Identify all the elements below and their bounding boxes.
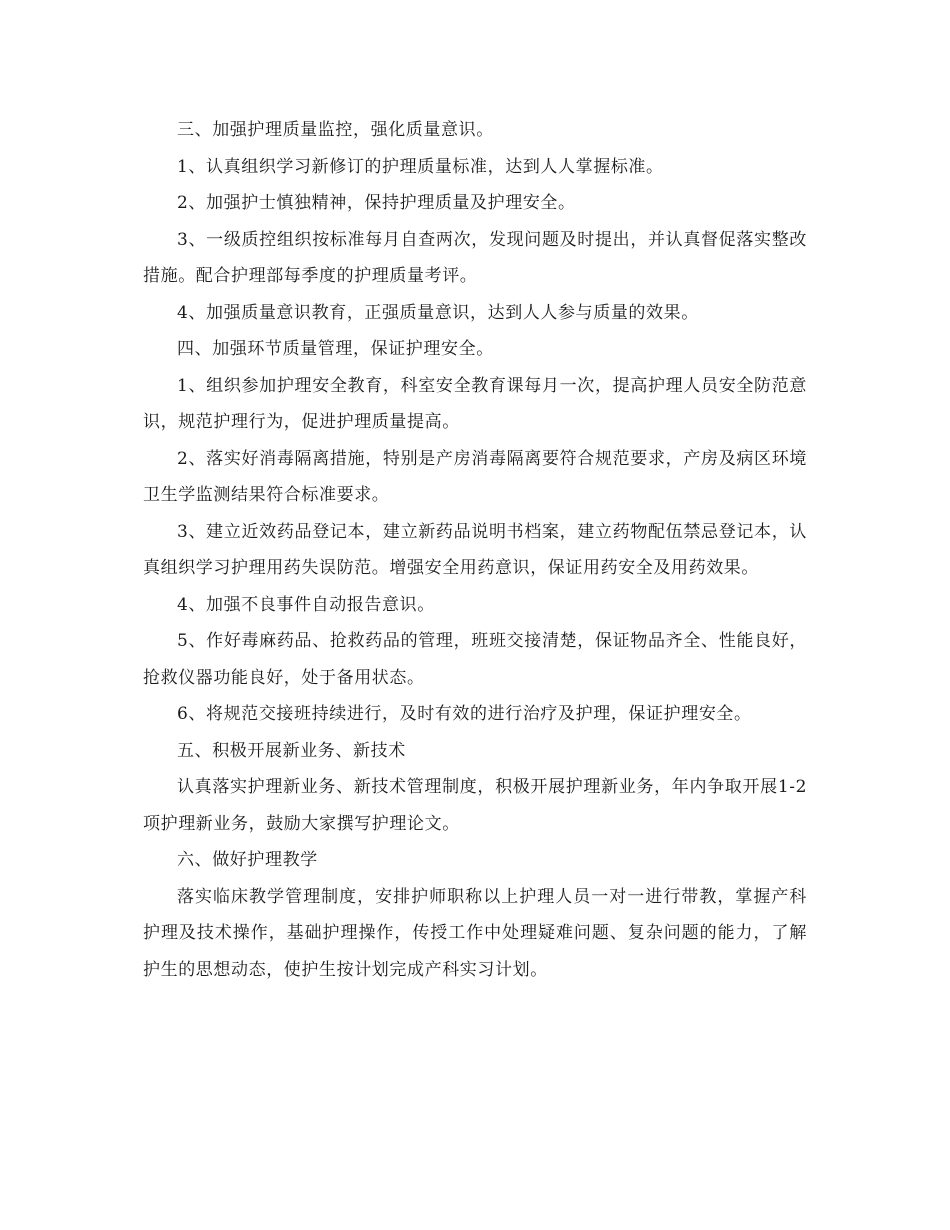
paragraph: 落实临床教学管理制度，安排护师职称以上护理人员一对一进行带教，掌握产科护理及技术操作，基础护理操作，传授工作中处理疑难问题、复杂问题的能力，了解护生的思想动态，使护生按计划完成产科实习计划。: [143, 886, 807, 980]
paragraph: 5、作好毒麻药品、抢救药品的管理，班班交接清楚，保证物品齐全、性能良好，抢救仪器功能良好，处于备用状态。: [143, 631, 807, 688]
document-body: [143, 112, 807, 988]
paragraph: 1、组织参加护理安全教育，科室安全教育课每月一次，提高护理人员安全防范意识，规范护理行为，促进护理质量提高。: [143, 375, 807, 432]
paragraph: 3、一级质控组织按标准每月自查两次，发现问题及时提出，并认真督促落实整改措施。配合护理部每季度的护理质量考评。: [143, 229, 807, 286]
section-heading-4: 四、加强环节质量管理，保证护理安全。: [177, 339, 494, 359]
section-heading-3: 三、加强护理质量监控，强化质量意识。: [177, 120, 494, 140]
paragraph: 4、加强质量意识教育，正强质量意识，达到人人参与质量的效果。: [177, 302, 699, 323]
paragraph: 2、加强护士慎独精神，保持护理质量及护理安全。: [177, 193, 576, 213]
paragraph: 2、落实好消毒隔离措施，特别是产房消毒隔离要符合规范要求，产房及病区环境卫生学监测结果符合标准要求。: [143, 448, 807, 505]
section-heading-6: 六、做好护理教学: [177, 850, 318, 870]
paragraph: 3、建立近效药品登记本，建立新药品说明书档案，建立药物配伍禁忌登记本，认真组织学习护理用药失误防范。增强安全用药意识，保证用药安全及用药效果。: [143, 521, 807, 578]
paragraph: 4、加强不良事件自动报告意识。: [177, 594, 435, 615]
paragraph: 1、认真组织学习新修订的护理质量标准，达到人人掌握标准。: [177, 156, 664, 177]
paragraph: 认真落实护理新业务、新技术管理制度，积极开展护理新业务，年内争取开展1-2项护理新业务，鼓励大家撰写护理论文。: [143, 777, 807, 834]
paragraph: 6、将规范交接班持续进行，及时有效的进行治疗及护理，保证护理安全。: [177, 704, 752, 724]
section-heading-5: 五、积极开展新业务、新技术: [177, 740, 406, 761]
